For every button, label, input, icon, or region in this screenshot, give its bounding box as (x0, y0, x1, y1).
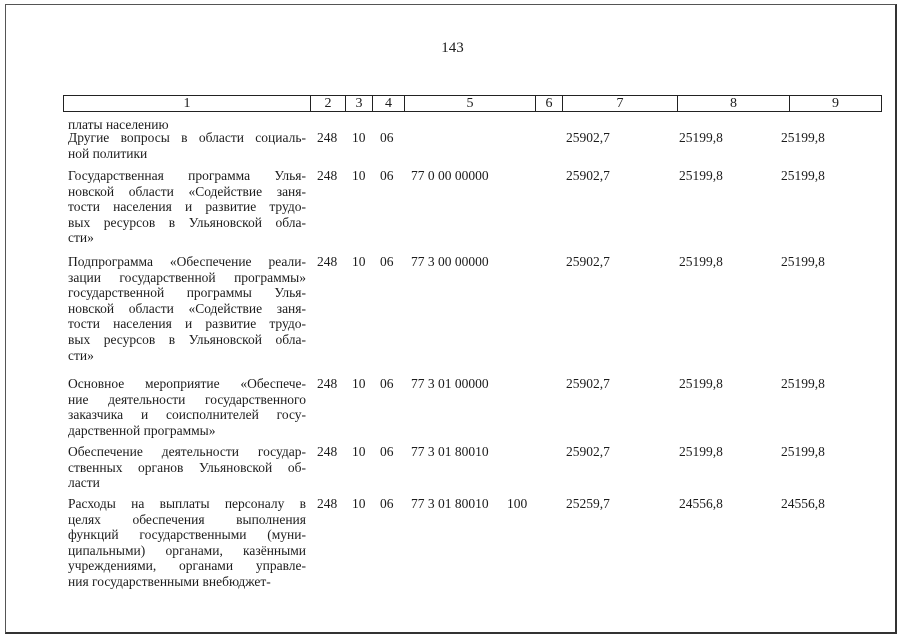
description-line: Другие вопросы в области социаль- (68, 130, 306, 145)
description-line: вых ресурсов в Ульяновской обла- (68, 331, 306, 347)
cell-col-7: 25902,7 (566, 376, 610, 391)
cell-col-8: 25199,8 (679, 168, 723, 183)
cell-col-4: 06 (380, 130, 394, 145)
description-line: Расходы на выплаты персоналу в (68, 496, 306, 511)
cell-col-9: 25199,8 (781, 130, 825, 145)
cell-col-9: 25199,8 (781, 254, 825, 269)
description-line: новской области «Содействие заня- (68, 183, 306, 199)
row-description (68, 376, 306, 438)
description-line: Государственная программа Улья- (68, 168, 306, 183)
cell-col-6: 100 (507, 496, 528, 511)
cell-col-5: 77 3 01 80010 (411, 496, 489, 511)
cell-col-8: 24556,8 (679, 496, 723, 511)
cell-col-7: 25902,7 (566, 168, 610, 183)
description-line: сти» (68, 230, 94, 246)
column-header-6: 6 (536, 96, 563, 112)
cell-col-4: 06 (380, 254, 394, 269)
cell-col-5: 77 3 00 00000 (411, 254, 489, 269)
cell-col-8: 25199,8 (679, 376, 723, 391)
column-header-9: 9 (790, 96, 882, 112)
description-line: тости населения и развитие трудо- (68, 316, 306, 332)
column-header-7: 7 (563, 96, 678, 112)
description-line: зации государственной программы» (68, 269, 306, 285)
description-line: заказчика и соисполнителей госу- (68, 407, 306, 423)
column-header-8: 8 (678, 96, 790, 112)
cell-col-4: 06 (380, 444, 394, 459)
cell-col-5: 77 0 00 00000 (411, 168, 489, 183)
cell-col-9: 25199,8 (781, 376, 825, 391)
cell-col-8: 25199,8 (679, 130, 723, 145)
cell-col-9: 24556,8 (781, 496, 825, 511)
cell-col-7: 25259,7 (566, 496, 610, 511)
cell-col-2: 248 (317, 130, 338, 145)
column-header-3: 3 (346, 96, 373, 112)
description-line: Обеспечение деятельности государ- (68, 444, 306, 459)
column-header-5: 5 (405, 96, 536, 112)
description-line: ние деятельности государственного (68, 391, 306, 407)
cell-col-9: 25199,8 (781, 168, 825, 183)
cell-col-2: 248 (317, 254, 338, 269)
cell-col-3: 10 (352, 444, 366, 459)
description-line: Основное мероприятие «Обеспече- (68, 376, 306, 391)
description-line: Подпрограмма «Обеспечение реали- (68, 254, 306, 269)
cell-col-3: 10 (352, 254, 366, 269)
description-line: новской области «Содействие заня- (68, 300, 306, 316)
cell-col-9: 25199,8 (781, 444, 825, 459)
carry-over-text: платы населению (68, 117, 169, 132)
column-header-2: 2 (311, 96, 346, 112)
description-line: функций государственными (муни- (68, 527, 306, 543)
description-line: тости населения и развитие трудо- (68, 199, 306, 215)
description-line: ципальными) органами, казёнными (68, 542, 306, 558)
column-header-1: 1 (64, 96, 311, 112)
description-line: дарственной программы» (68, 422, 216, 438)
description-line: учреждениями, органами управле- (68, 558, 306, 574)
page-number: 143 (441, 40, 464, 56)
cell-col-7: 25902,7 (566, 254, 610, 269)
description-line: ния государственными внебюджет- (68, 573, 271, 589)
cell-col-3: 10 (352, 168, 366, 183)
description-line: государственной программы Улья- (68, 285, 306, 301)
column-number-header (63, 95, 882, 112)
cell-col-2: 248 (317, 496, 338, 511)
row-description (68, 130, 306, 161)
description-line: ласти (68, 475, 100, 491)
row-description (68, 496, 306, 590)
cell-col-5: 77 3 01 80010 (411, 444, 489, 459)
column-header-4: 4 (373, 96, 405, 112)
cell-col-4: 06 (380, 496, 394, 511)
cell-col-8: 25199,8 (679, 254, 723, 269)
cell-col-4: 06 (380, 376, 394, 391)
cell-col-8: 25199,8 (679, 444, 723, 459)
cell-col-7: 25902,7 (566, 130, 610, 145)
cell-col-2: 248 (317, 376, 338, 391)
cell-col-3: 10 (352, 376, 366, 391)
row-description (68, 254, 306, 363)
description-line: целях обеспечения выполнения (68, 511, 306, 527)
description-line: ственных органов Ульяновской об- (68, 459, 306, 475)
cell-col-3: 10 (352, 130, 366, 145)
row-description (68, 444, 306, 491)
row-description (68, 168, 306, 246)
cell-col-2: 248 (317, 168, 338, 183)
cell-col-5: 77 3 01 00000 (411, 376, 489, 391)
cell-col-4: 06 (380, 168, 394, 183)
cell-col-2: 248 (317, 444, 338, 459)
description-line: вых ресурсов в Ульяновской обла- (68, 214, 306, 230)
description-line: ной политики (68, 145, 148, 161)
cell-col-7: 25902,7 (566, 444, 610, 459)
cell-col-3: 10 (352, 496, 366, 511)
description-line: сти» (68, 347, 94, 363)
